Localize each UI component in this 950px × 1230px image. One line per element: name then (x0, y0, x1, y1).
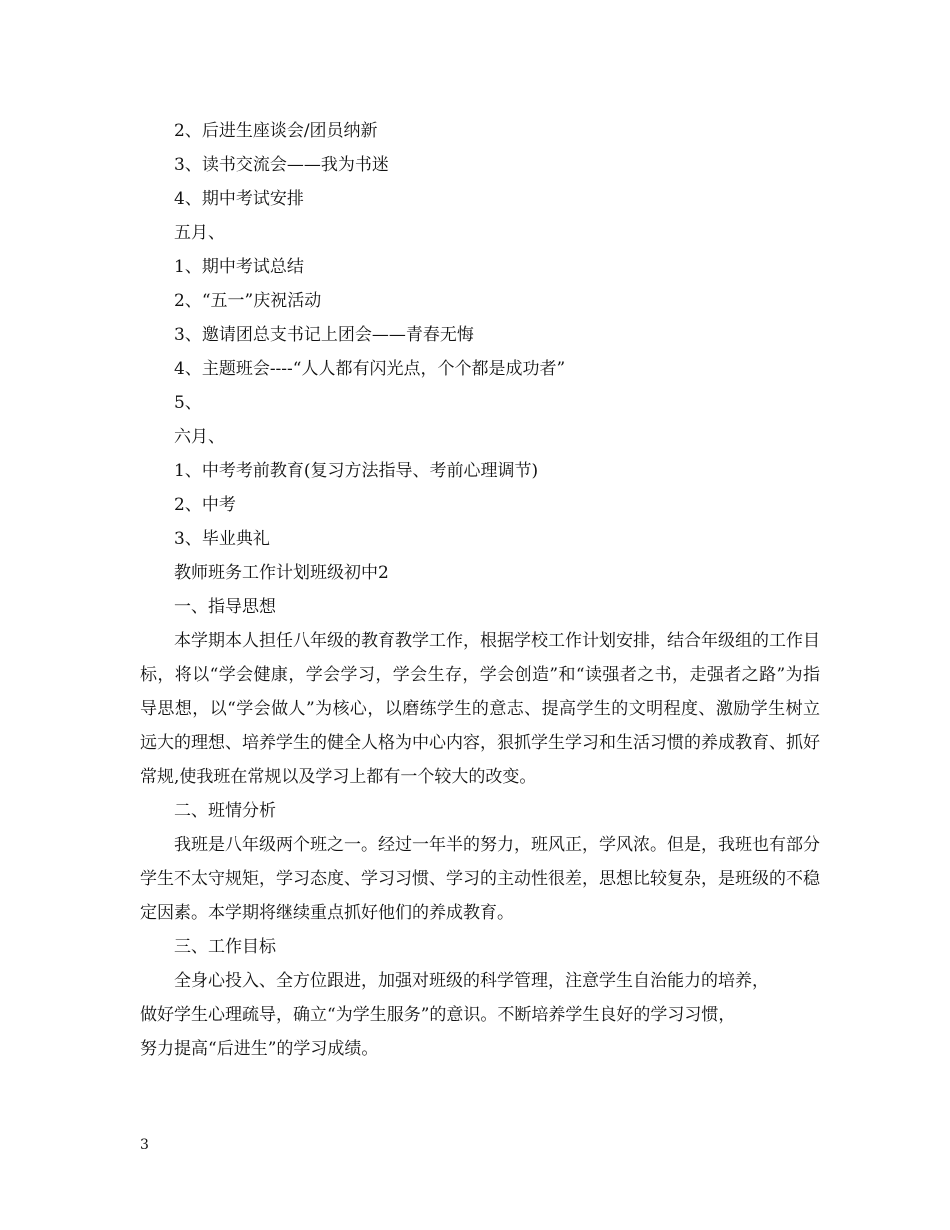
section-paragraph-line: 做好学生心理疏导，确立“为学生服务”的意识。不断培养学生良好的学习习惯， (140, 1005, 736, 1025)
list-item: 4、期中考试安排 (174, 189, 304, 209)
section-heading: 一、指导思想 (174, 597, 276, 617)
month-heading: 五月、 (174, 223, 225, 243)
list-item: 1、中考考前教育(复习方法指导、考前心理调节) (174, 461, 539, 481)
section-paragraph-line: 全身心投入、全方位跟进，加强对班级的科学管理，注意学生自治能力的培养， (174, 971, 769, 991)
list-item: 2、后进生座谈会/团员纳新 (174, 121, 378, 141)
list-item: 2、中考 (174, 495, 236, 515)
document-body (140, 114, 820, 1066)
list-item: 4、主题班会----“人人都有闪光点，个个都是成功者” (174, 359, 566, 379)
list-item: 3、读书交流会——我为书迷 (174, 155, 389, 175)
section-paragraph: 我班是八年级两个班之一。经过一年半的努力，班风正，学风浓。但是，我班也有部分学生不太守规矩，学习态度、学习习惯、学习的主动性很差，思想比较复杂，是班级的不稳定因素。本学期将继续重点抓好他们的养成教育。 (140, 835, 820, 923)
page-number: 3 (140, 1137, 149, 1153)
section-paragraph-line: 努力提高“后进生”的学习成绩。 (140, 1039, 379, 1059)
plan-title: 教师班务工作计划班级初中2 (174, 563, 389, 583)
list-item: 2、“五一”庆祝活动 (174, 291, 322, 311)
list-item: 1、期中考试总结 (174, 257, 304, 277)
section-heading: 二、班情分析 (174, 801, 276, 821)
list-item: 3、邀请团总支书记上团会——青春无悔 (174, 325, 474, 345)
section-heading: 三、工作目标 (174, 937, 276, 957)
month-heading: 六月、 (174, 427, 225, 447)
list-item: 3、毕业典礼 (174, 529, 270, 549)
list-item: 5、 (174, 393, 202, 413)
section-paragraph: 本学期本人担任八年级的教育教学工作，根据学校工作计划安排，结合年级组的工作目标，将以“学会健康，学会学习，学会生存，学会创造”和“读强者之书，走强者之路”为指导思想，以“学会做人”为核心，以磨练学生的意志、提高学生的文明程度、激励学生树立远大的理想、培养学生的健全人格为中心内容，狠抓学生学习和生活习惯的养成教育、抓好常规,使我班在常规以及学习上都有一个较大的改变。 (140, 631, 820, 787)
